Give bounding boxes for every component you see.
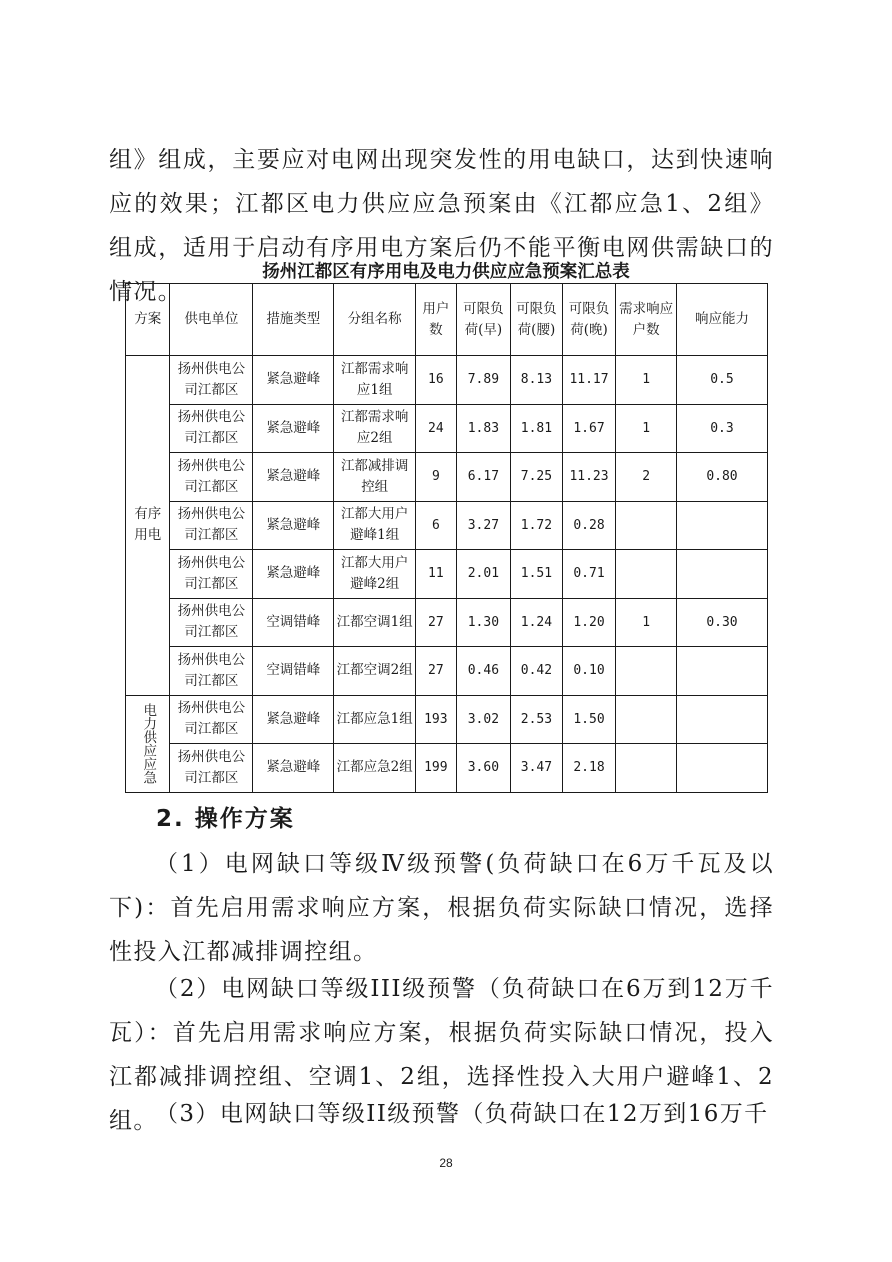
cell-load-noon: 1.81 xyxy=(511,404,563,453)
cell-capacity: 0.80 xyxy=(676,453,767,502)
cell-users: 199 xyxy=(416,744,456,793)
table-row xyxy=(126,356,768,405)
cell-group: 江都需求响应1组 xyxy=(334,356,416,405)
cell-group: 江都空调1组 xyxy=(334,598,416,647)
cell-dr-users xyxy=(616,695,677,744)
table-row xyxy=(126,550,768,599)
cell-measure: 紧急避峰 xyxy=(253,695,334,744)
table-row xyxy=(126,695,768,744)
cell-users: 6 xyxy=(416,501,456,550)
cell-group: 江都需求响应2组 xyxy=(334,404,416,453)
cell-group: 江都减排调控组 xyxy=(334,453,416,502)
header-capacity: 响应能力 xyxy=(676,284,767,356)
cell-capacity xyxy=(676,744,767,793)
cell-load-evening: 1.20 xyxy=(562,598,616,647)
cell-users: 24 xyxy=(416,404,456,453)
cell-dr-users: 1 xyxy=(616,356,677,405)
header-plan: 方案 xyxy=(126,284,170,356)
table-row xyxy=(126,404,768,453)
cell-load-morning: 3.27 xyxy=(456,501,511,550)
cell-group: 江都应急1组 xyxy=(334,695,416,744)
summary-table xyxy=(125,283,768,793)
cell-load-evening: 11.17 xyxy=(562,356,616,405)
header-supplier: 供电单位 xyxy=(170,284,253,356)
cell-users: 16 xyxy=(416,356,456,405)
header-load-noon: 可限负荷(腰) xyxy=(511,284,563,356)
cell-load-morning: 6.17 xyxy=(456,453,511,502)
cell-capacity xyxy=(676,550,767,599)
cell-dr-users: 1 xyxy=(616,404,677,453)
cell-measure: 紧急避峰 xyxy=(253,501,334,550)
header-group: 分组名称 xyxy=(334,284,416,356)
cell-users: 9 xyxy=(416,453,456,502)
cell-group: 江都大用户避峰1组 xyxy=(334,501,416,550)
cell-load-morning: 1.83 xyxy=(456,404,511,453)
cell-group: 江都应急2组 xyxy=(334,744,416,793)
table-row xyxy=(126,501,768,550)
cell-supplier: 扬州供电公司江都区 xyxy=(170,453,253,502)
cell-dr-users: 2 xyxy=(616,453,677,502)
cell-supplier: 扬州供电公司江都区 xyxy=(170,501,253,550)
cell-capacity: 0.3 xyxy=(676,404,767,453)
cell-users: 27 xyxy=(416,598,456,647)
cell-load-morning: 2.01 xyxy=(456,550,511,599)
cell-load-noon: 0.42 xyxy=(511,647,563,696)
cell-dr-users xyxy=(616,501,677,550)
cell-group: 江都大用户避峰2组 xyxy=(334,550,416,599)
cell-supplier: 扬州供电公司江都区 xyxy=(170,695,253,744)
cell-load-evening: 0.28 xyxy=(562,501,616,550)
cell-users: 27 xyxy=(416,647,456,696)
cell-load-evening: 2.18 xyxy=(562,744,616,793)
cell-load-noon: 1.51 xyxy=(511,550,563,599)
header-measure: 措施类型 xyxy=(253,284,334,356)
cell-capacity: 0.5 xyxy=(676,356,767,405)
cell-load-evening: 1.50 xyxy=(562,695,616,744)
cell-load-noon: 2.53 xyxy=(511,695,563,744)
cell-load-noon: 8.13 xyxy=(511,356,563,405)
header-dr-users: 需求响应户数 xyxy=(616,284,677,356)
intro-paragraph: 组》组成，主要应对电网出现突发性的用电缺口，达到快速响应的效果；江都区电力供应应急预案由《江都应急1、2组》组成，适用于启动有序用电方案后仍不能平衡电网供需缺口的情况。 xyxy=(109,147,774,305)
cell-load-morning: 3.02 xyxy=(456,695,511,744)
table-row xyxy=(126,744,768,793)
cell-load-morning: 1.30 xyxy=(456,598,511,647)
cell-load-noon: 1.72 xyxy=(511,501,563,550)
cell-supplier: 扬州供电公司江都区 xyxy=(170,647,253,696)
cell-supplier: 扬州供电公司江都区 xyxy=(170,598,253,647)
cell-load-morning: 3.60 xyxy=(456,744,511,793)
cell-dr-users xyxy=(616,744,677,793)
table-row xyxy=(126,598,768,647)
cell-capacity xyxy=(676,647,767,696)
cell-dr-users: 1 xyxy=(616,598,677,647)
table-header-row xyxy=(126,284,768,356)
table-caption: 扬州江都区有序用电及电力供应应急预案汇总表 xyxy=(262,262,630,282)
cell-load-morning: 0.46 xyxy=(456,647,511,696)
cell-load-evening: 1.67 xyxy=(562,404,616,453)
cell-supplier: 扬州供电公司江都区 xyxy=(170,404,253,453)
cell-capacity xyxy=(676,695,767,744)
cell-measure: 紧急避峰 xyxy=(253,744,334,793)
header-load-morning: 可限负荷(早) xyxy=(456,284,511,356)
cell-measure: 紧急避峰 xyxy=(253,550,334,599)
level2-paragraph: （3）电网缺口等级II级预警（负荷缺口在12万到16万千 xyxy=(155,1101,769,1127)
cell-measure: 紧急避峰 xyxy=(253,453,334,502)
level3-paragraph: （2）电网缺口等级III级预警（负荷缺口在6万到12万千瓦）：首先启用需求响应方案，根据负荷实际缺口情况，投入江都减排调控组、空调1、2组，选择性投入大用户避峰1、2组。 xyxy=(109,976,774,1134)
plan-group-orderly: 有序用电 xyxy=(126,356,170,696)
cell-capacity xyxy=(676,501,767,550)
cell-supplier: 扬州供电公司江都区 xyxy=(170,550,253,599)
cell-measure: 紧急避峰 xyxy=(253,356,334,405)
cell-load-noon: 3.47 xyxy=(511,744,563,793)
plan-group-emergency: 电力供应应急 xyxy=(126,695,170,792)
cell-capacity: 0.30 xyxy=(676,598,767,647)
section-heading: 2. 操作方案 xyxy=(156,806,295,832)
table-row xyxy=(126,647,768,696)
cell-dr-users xyxy=(616,647,677,696)
header-load-evening: 可限负荷(晚) xyxy=(562,284,616,356)
cell-measure: 紧急避峰 xyxy=(253,404,334,453)
cell-load-evening: 0.71 xyxy=(562,550,616,599)
cell-load-noon: 7.25 xyxy=(511,453,563,502)
cell-dr-users xyxy=(616,550,677,599)
cell-users: 11 xyxy=(416,550,456,599)
cell-group: 江都空调2组 xyxy=(334,647,416,696)
level4-paragraph: （1）电网缺口等级Ⅳ级预警(负荷缺口在6万千瓦及以下)：首先启用需求响应方案，根据负荷实际缺口情况，选择性投入江都减排调控组。 xyxy=(109,851,774,965)
cell-supplier: 扬州供电公司江都区 xyxy=(170,356,253,405)
page-number: 28 xyxy=(439,1156,453,1170)
cell-supplier: 扬州供电公司江都区 xyxy=(170,744,253,793)
cell-load-morning: 7.89 xyxy=(456,356,511,405)
table-row xyxy=(126,453,768,502)
cell-load-evening: 0.10 xyxy=(562,647,616,696)
cell-users: 193 xyxy=(416,695,456,744)
header-users: 用户数 xyxy=(416,284,456,356)
cell-measure: 空调错峰 xyxy=(253,647,334,696)
cell-load-evening: 11.23 xyxy=(562,453,616,502)
cell-load-noon: 1.24 xyxy=(511,598,563,647)
cell-measure: 空调错峰 xyxy=(253,598,334,647)
